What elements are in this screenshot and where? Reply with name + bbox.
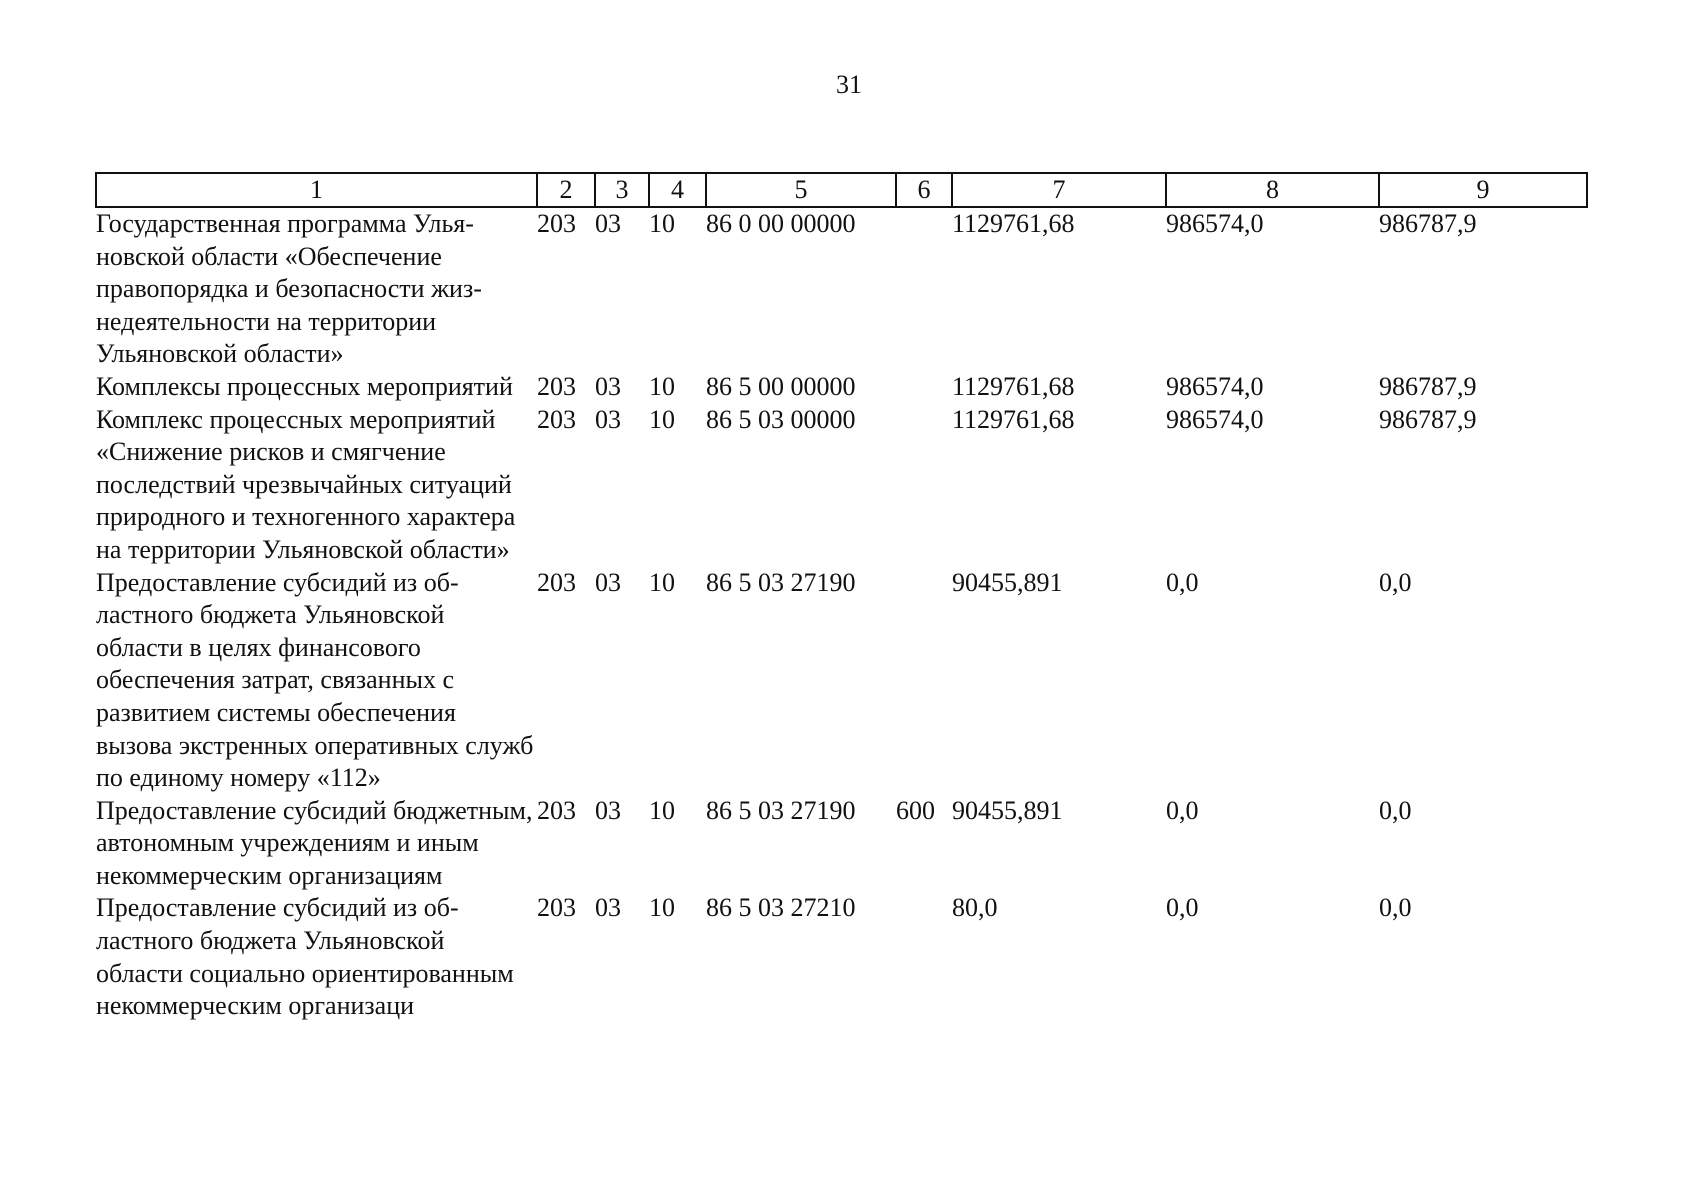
cell-col-4: 10 [649, 795, 675, 825]
table-row [96, 207, 1587, 371]
cell-col-8: 0,0 [1166, 567, 1199, 597]
cell-col-8: 0,0 [1166, 893, 1199, 923]
cell-col-2: 203 [537, 404, 576, 434]
cell-col-8: 986574,0 [1166, 209, 1264, 238]
cell-col-9: 0,0 [1379, 893, 1412, 923]
row-name: Предоставление субсидий бюджетным, автономным учреждениям и иным некоммерческим организациям [96, 795, 533, 890]
cell-col-5: 86 5 03 27190 [706, 567, 856, 597]
cell-col-4: 10 [649, 893, 675, 923]
cell-col-7: 1129761,68 [952, 371, 1075, 401]
cell-col-7: 90455,891 [952, 567, 1063, 597]
cell-col-2: 203 [537, 893, 576, 923]
column-header-3: 3 [595, 173, 649, 207]
cell-col-2: 203 [537, 371, 576, 401]
cell-col-5: 86 5 00 00000 [706, 371, 856, 401]
column-header-6: 6 [896, 173, 952, 207]
cell-col-3: 03 [595, 893, 621, 923]
row-name: Предоставление субсидий из областного бюджета Ульяновской области в целях финансового обеспечения затрат, связанных с развитием системы обеспечения вызова экстренных оперативных служб по единому номеру «112» [96, 567, 534, 793]
cell-col-6 [896, 404, 952, 567]
cell-col-2: 203 [537, 567, 576, 597]
cell-col-6: 600 [896, 795, 935, 825]
row-name: Предоставление субсидий из областного бюджета Ульяновской области социально ориентированным некоммерческим организаци [96, 893, 514, 1021]
cell-col-5: 86 5 03 00000 [706, 404, 856, 434]
cell-col-4: 10 [649, 209, 675, 238]
cell-col-3: 03 [595, 404, 621, 434]
column-header-1: 1 [96, 173, 537, 207]
cell-col-9: 0,0 [1379, 795, 1412, 825]
cell-col-3: 03 [595, 209, 621, 238]
cell-col-7: 1129761,68 [952, 404, 1075, 434]
cell-col-2: 203 [537, 209, 576, 238]
cell-col-5: 86 5 03 27190 [706, 795, 856, 825]
cell-col-4: 10 [649, 371, 675, 401]
cell-col-6 [896, 207, 952, 371]
table-row [96, 404, 1587, 567]
cell-col-9: 0,0 [1379, 567, 1412, 597]
cell-col-6 [896, 371, 952, 404]
page-number: 31 [836, 70, 862, 99]
row-name: Комплексы процессных мероприятий [96, 371, 513, 401]
cell-col-9: 986787,9 [1379, 404, 1477, 434]
column-number-header-row [96, 173, 1587, 207]
column-header-2: 2 [537, 173, 595, 207]
column-header-8: 8 [1166, 173, 1379, 207]
table-row [96, 892, 1587, 1022]
row-name: Комплекс процессных мероприятий «Снижение рисков и смягчение последствий чрезвычайных ситуаций природного и техногенного характера на территории Ульяновской области» [96, 404, 516, 564]
cell-col-7: 80,0 [952, 893, 998, 923]
cell-col-7: 90455,891 [952, 795, 1063, 825]
row-name: Государственная программа Ульяновской области «Обеспечение правопорядка и безопасности жизнедеятельности на территории Ульяновской области» [96, 209, 482, 369]
cell-col-5: 86 5 03 27210 [706, 893, 856, 923]
cell-col-8: 986574,0 [1166, 371, 1264, 401]
budget-table [95, 172, 1588, 1023]
cell-col-8: 986574,0 [1166, 404, 1264, 434]
cell-col-7: 1129761,68 [952, 209, 1075, 238]
column-header-4: 4 [649, 173, 706, 207]
column-header-9: 9 [1379, 173, 1587, 207]
cell-col-9: 986787,9 [1379, 209, 1477, 238]
cell-col-3: 03 [595, 567, 621, 597]
cell-col-6 [896, 892, 952, 1022]
cell-col-2: 203 [537, 795, 576, 825]
cell-col-3: 03 [595, 795, 621, 825]
table-row [96, 567, 1587, 795]
cell-col-9: 986787,9 [1379, 371, 1477, 401]
cell-col-5: 86 0 00 00000 [706, 209, 856, 238]
cell-col-4: 10 [649, 567, 675, 597]
column-header-5: 5 [706, 173, 896, 207]
cell-col-4: 10 [649, 404, 675, 434]
column-header-7: 7 [952, 173, 1166, 207]
table-row [96, 371, 1587, 404]
cell-col-6 [896, 567, 952, 795]
cell-col-8: 0,0 [1166, 795, 1199, 825]
table-row [96, 795, 1587, 893]
cell-col-3: 03 [595, 371, 621, 401]
